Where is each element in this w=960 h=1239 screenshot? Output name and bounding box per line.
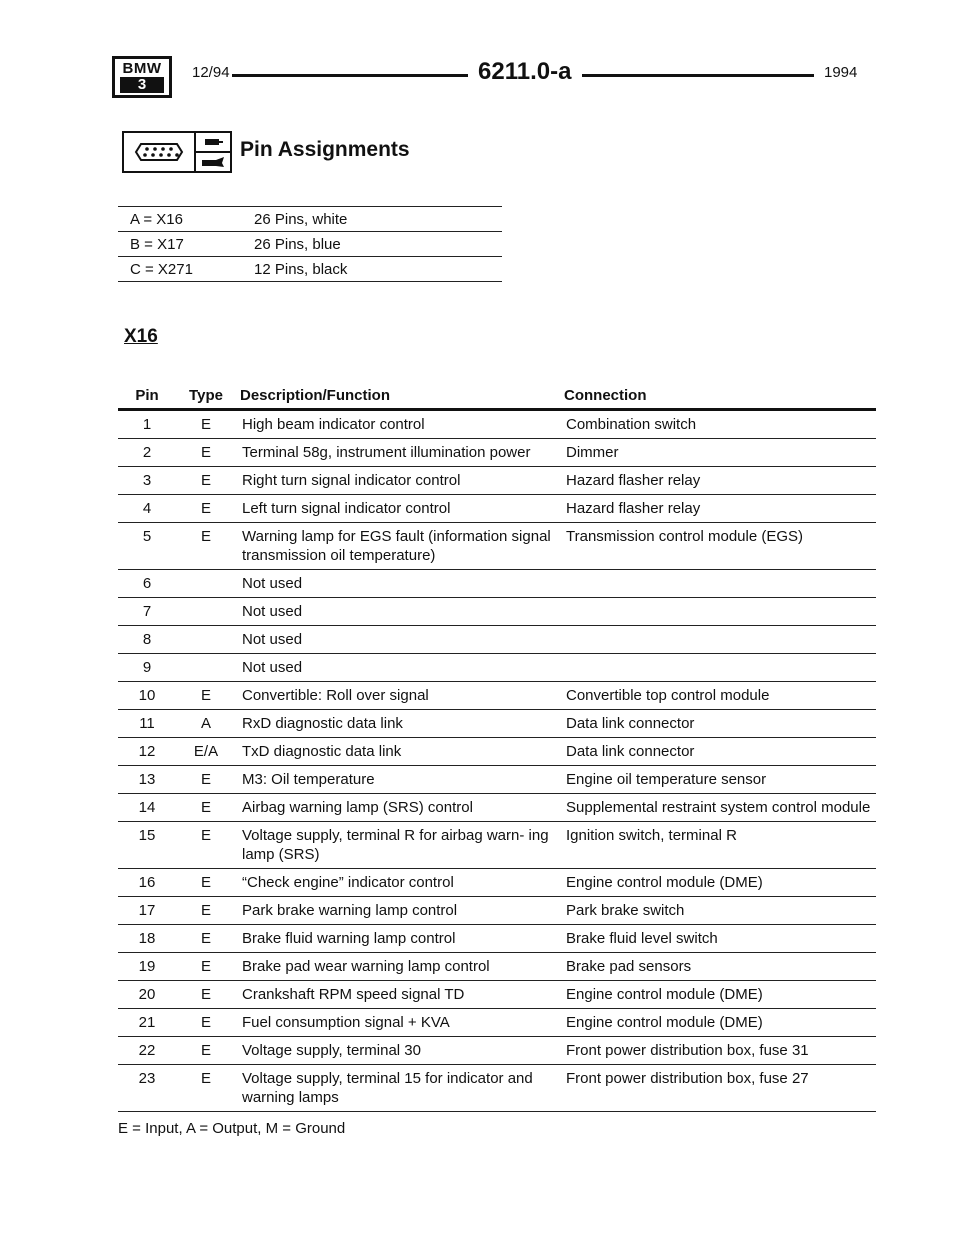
type-cell: E	[176, 1009, 236, 1037]
header-rule-right	[582, 74, 814, 77]
type-cell	[176, 570, 236, 598]
pin-cell: 2	[118, 439, 176, 467]
table-row	[118, 626, 876, 654]
table-row	[118, 467, 876, 495]
description-cell: Voltage supply, terminal 30	[236, 1037, 560, 1065]
legend-note: E = Input, A = Output, M = Ground	[118, 1120, 346, 1137]
type-cell: E	[176, 869, 236, 897]
section-icon-box	[122, 131, 232, 173]
connection-cell	[560, 626, 876, 654]
pin-cell: 13	[118, 766, 176, 794]
type-cell	[176, 598, 236, 626]
connection-cell: Park brake switch	[560, 897, 876, 925]
type-cell: E	[176, 495, 236, 523]
connector-key: B = X17	[118, 232, 242, 257]
connection-cell: Brake fluid level switch	[560, 925, 876, 953]
pin-cell: 12	[118, 738, 176, 766]
table-row	[118, 439, 876, 467]
table-row	[118, 822, 876, 869]
type-cell: E	[176, 925, 236, 953]
description-cell: Not used	[236, 626, 560, 654]
table-row	[118, 710, 876, 738]
connection-cell: Front power distribution box, fuse 27	[560, 1065, 876, 1112]
description-cell: Not used	[236, 654, 560, 682]
table-row	[118, 925, 876, 953]
table-row	[118, 738, 876, 766]
type-cell: E/A	[176, 738, 236, 766]
pin-cell: 1	[118, 410, 176, 439]
pin-cell: 9	[118, 654, 176, 682]
connection-cell: Dimmer	[560, 439, 876, 467]
pin-cell: 6	[118, 570, 176, 598]
pin-cell: 15	[118, 822, 176, 869]
pin-cell: 16	[118, 869, 176, 897]
pin-icon	[201, 137, 225, 147]
table-row	[118, 232, 502, 257]
table-row	[118, 1065, 876, 1112]
column-header-type: Type	[176, 382, 236, 410]
connection-cell	[560, 654, 876, 682]
connector-desc: 26 Pins, white	[242, 207, 502, 232]
description-cell: Park brake warning lamp control	[236, 897, 560, 925]
table-row	[118, 953, 876, 981]
type-cell: E	[176, 523, 236, 570]
connection-cell: Convertible top control module	[560, 682, 876, 710]
header-year: 1994	[824, 64, 858, 81]
pin-cell: 7	[118, 598, 176, 626]
description-cell: TxD diagnostic data link	[236, 738, 560, 766]
type-cell: E	[176, 822, 236, 869]
table-row	[118, 495, 876, 523]
type-cell: E	[176, 897, 236, 925]
type-cell: E	[176, 467, 236, 495]
table-row	[118, 1009, 876, 1037]
pin-cell: 19	[118, 953, 176, 981]
table-row	[118, 869, 876, 897]
table-header-row	[118, 382, 876, 410]
connection-cell: Ignition switch, terminal R	[560, 822, 876, 869]
table-row	[118, 257, 502, 282]
document-number: 6211.0-a	[478, 58, 572, 85]
pin-assignment-table	[118, 382, 876, 1112]
connection-cell: Engine oil temperature sensor	[560, 766, 876, 794]
type-cell: E	[176, 1037, 236, 1065]
description-cell: Right turn signal indicator control	[236, 467, 560, 495]
pin-cell: 20	[118, 981, 176, 1009]
pin-cell: 4	[118, 495, 176, 523]
section-title: Pin Assignments	[240, 138, 410, 161]
type-cell: E	[176, 1065, 236, 1112]
description-cell: Left turn signal indicator control	[236, 495, 560, 523]
table-row	[118, 654, 876, 682]
table-row	[118, 598, 876, 626]
connection-cell: Transmission control module (EGS)	[560, 523, 876, 570]
pin-cell: 10	[118, 682, 176, 710]
connector-key: C = X271	[118, 257, 242, 282]
description-cell: Brake fluid warning lamp control	[236, 925, 560, 953]
table-row	[118, 570, 876, 598]
connection-cell: Front power distribution box, fuse 31	[560, 1037, 876, 1065]
type-cell: E	[176, 794, 236, 822]
table-row	[118, 207, 502, 232]
description-cell: M3: Oil temperature	[236, 766, 560, 794]
description-cell: Warning lamp for EGS fault (information signal transmission oil temperature)	[236, 523, 560, 570]
pin-cell: 14	[118, 794, 176, 822]
type-cell: E	[176, 953, 236, 981]
table-row	[118, 897, 876, 925]
column-header-connection: Connection	[560, 382, 876, 410]
pin-cell: 17	[118, 897, 176, 925]
connection-cell: Engine control module (DME)	[560, 1009, 876, 1037]
table-row	[118, 794, 876, 822]
pin-cell: 22	[118, 1037, 176, 1065]
connection-cell: Supplemental restraint system control module	[560, 794, 876, 822]
bmw-3-series-logo	[112, 56, 172, 98]
type-cell: E	[176, 981, 236, 1009]
connector-desc: 26 Pins, blue	[242, 232, 502, 257]
connection-cell: Engine control module (DME)	[560, 869, 876, 897]
connection-cell	[560, 598, 876, 626]
description-cell: Not used	[236, 570, 560, 598]
connector-desc: 12 Pins, black	[242, 257, 502, 282]
connector-heading: X16	[124, 326, 158, 347]
type-cell: E	[176, 682, 236, 710]
description-cell: Voltage supply, terminal 15 for indicator and warning lamps	[236, 1065, 560, 1112]
connection-cell: Data link connector	[560, 710, 876, 738]
description-cell: Brake pad wear warning lamp control	[236, 953, 560, 981]
description-cell: Crankshaft RPM speed signal TD	[236, 981, 560, 1009]
connection-cell	[560, 570, 876, 598]
connector-icon	[133, 141, 185, 163]
description-cell: “Check engine” indicator control	[236, 869, 560, 897]
connection-cell: Engine control module (DME)	[560, 981, 876, 1009]
table-row	[118, 410, 876, 439]
header-rule-left	[232, 74, 468, 77]
pin-cell: 18	[118, 925, 176, 953]
type-cell: E	[176, 766, 236, 794]
description-cell: High beam indicator control	[236, 410, 560, 439]
connection-cell: Data link connector	[560, 738, 876, 766]
type-cell: A	[176, 710, 236, 738]
pin-cell: 11	[118, 710, 176, 738]
table-row	[118, 682, 876, 710]
table-row	[118, 523, 876, 570]
table-row	[118, 766, 876, 794]
description-cell: RxD diagnostic data link	[236, 710, 560, 738]
description-cell: Airbag warning lamp (SRS) control	[236, 794, 560, 822]
table-row	[118, 981, 876, 1009]
logo-series: 3	[120, 77, 164, 93]
description-cell: Not used	[236, 598, 560, 626]
connector-summary-table	[118, 206, 502, 282]
pin-cell: 8	[118, 626, 176, 654]
type-cell	[176, 654, 236, 682]
connection-cell: Brake pad sensors	[560, 953, 876, 981]
header-date: 12/94	[192, 64, 230, 81]
type-cell: E	[176, 439, 236, 467]
connector-key: A = X16	[118, 207, 242, 232]
pin-cell: 3	[118, 467, 176, 495]
pin-cell: 23	[118, 1065, 176, 1112]
description-cell: Convertible: Roll over signal	[236, 682, 560, 710]
table-row	[118, 1037, 876, 1065]
column-header-description: Description/Function	[236, 382, 560, 410]
logo-brand: BMW	[122, 60, 162, 77]
pin-cell: 21	[118, 1009, 176, 1037]
type-cell: E	[176, 410, 236, 439]
description-cell: Terminal 58g, instrument illumination power	[236, 439, 560, 467]
pin-removal-tool-icon	[200, 156, 226, 168]
connection-cell: Hazard flasher relay	[560, 495, 876, 523]
description-cell: Voltage supply, terminal R for airbag warn- ing lamp (SRS)	[236, 822, 560, 869]
connection-cell: Combination switch	[560, 410, 876, 439]
connection-cell: Hazard flasher relay	[560, 467, 876, 495]
description-cell: Fuel consumption signal + KVA	[236, 1009, 560, 1037]
type-cell	[176, 626, 236, 654]
column-header-pin: Pin	[118, 382, 176, 410]
pin-table-body	[118, 410, 876, 1112]
pin-cell: 5	[118, 523, 176, 570]
